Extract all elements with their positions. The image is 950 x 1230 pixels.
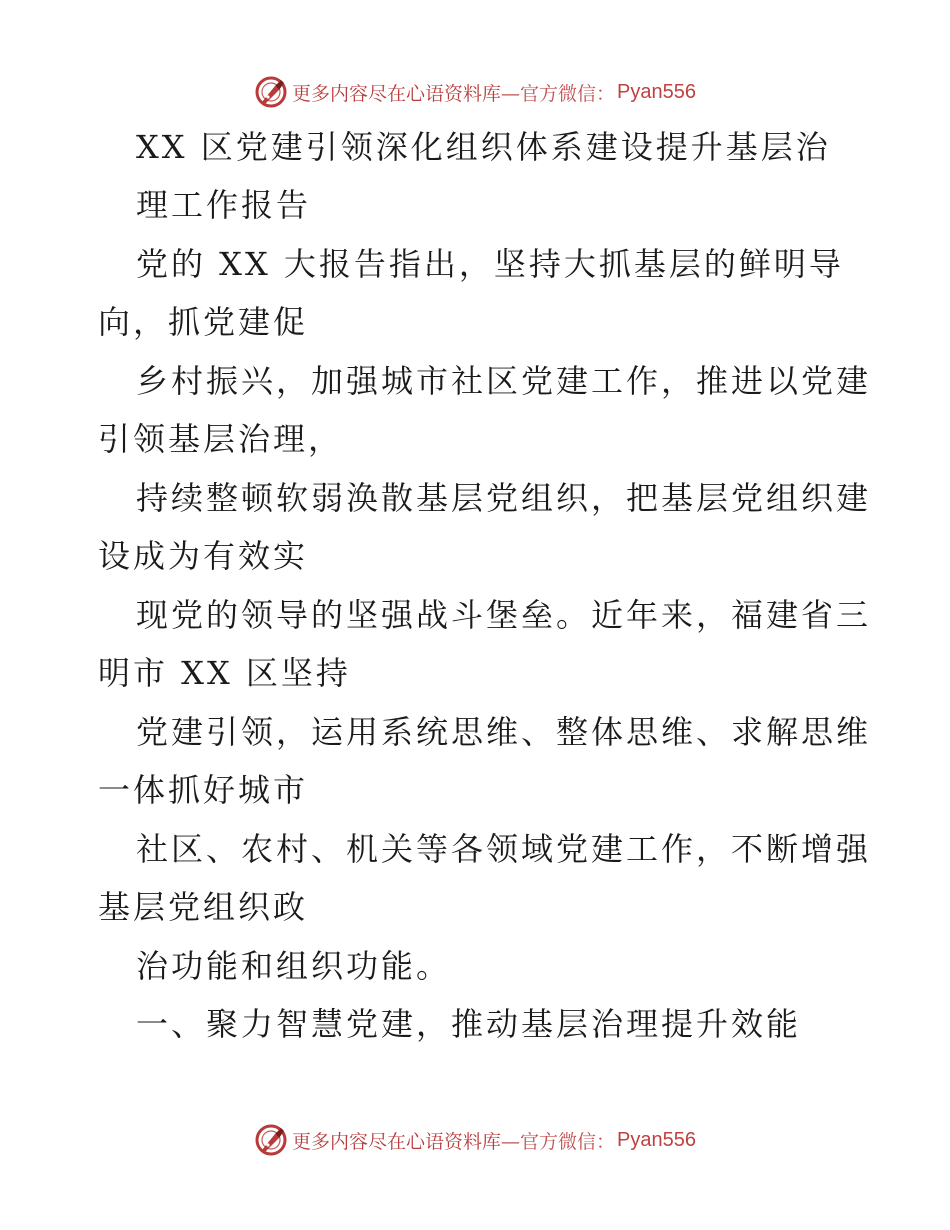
paragraph-line: 党建引领，运用系统思维、整体思维、求解思维 [136,713,872,751]
paragraph-line: 党的 XX 大报告指出，坚持大抓基层的鲜明导 [136,245,844,283]
section-heading: 一、聚力智慧党建，推动基层治理提升效能 [136,1005,802,1043]
paragraph-line: 基层党组织政 [98,888,309,926]
pen-nib-logo-icon [254,1123,288,1157]
paragraph-line: 明市 XX 区坚持 [98,654,351,692]
title-line-2: 理工作报告 [136,186,312,224]
pen-nib-logo-icon [254,75,288,109]
paragraph-line: 治功能和组织功能。 [136,947,452,985]
paragraph-line: 一体抓好城市 [98,771,309,809]
paragraph-line: 乡村振兴，加强城市社区党建工作，推进以党建 [136,362,872,400]
paragraph-line: 设成为有效实 [98,537,309,575]
paragraph-line: 社区、农村、机关等各领域党建工作，不断增强 [136,830,872,868]
paragraph-line: 向，抓党建促 [98,303,309,341]
paragraph-line: 持续整顿软弱涣散基层党组织，把基层党组织建 [136,479,872,517]
banner-text: 更多内容尽在心语资料库 [292,1130,502,1153]
banner-wechat-id: Pyan556 [617,80,696,103]
banner-separator: —官方微信： [501,1130,616,1153]
banner-text: 更多内容尽在心语资料库 [292,82,502,105]
banner-separator: —官方微信： [501,82,616,105]
title-line-1: XX 区党建引领深化组织体系建设提升基层治 [136,128,831,166]
paragraph-line: 现党的领导的坚强战斗堡垒。近年来，福建省三 [136,596,872,634]
header-banner [0,70,950,114]
footer-banner [0,1118,950,1162]
paragraph-line: 引领基层治理， [98,420,344,458]
banner-wechat-id: Pyan556 [617,1128,696,1151]
